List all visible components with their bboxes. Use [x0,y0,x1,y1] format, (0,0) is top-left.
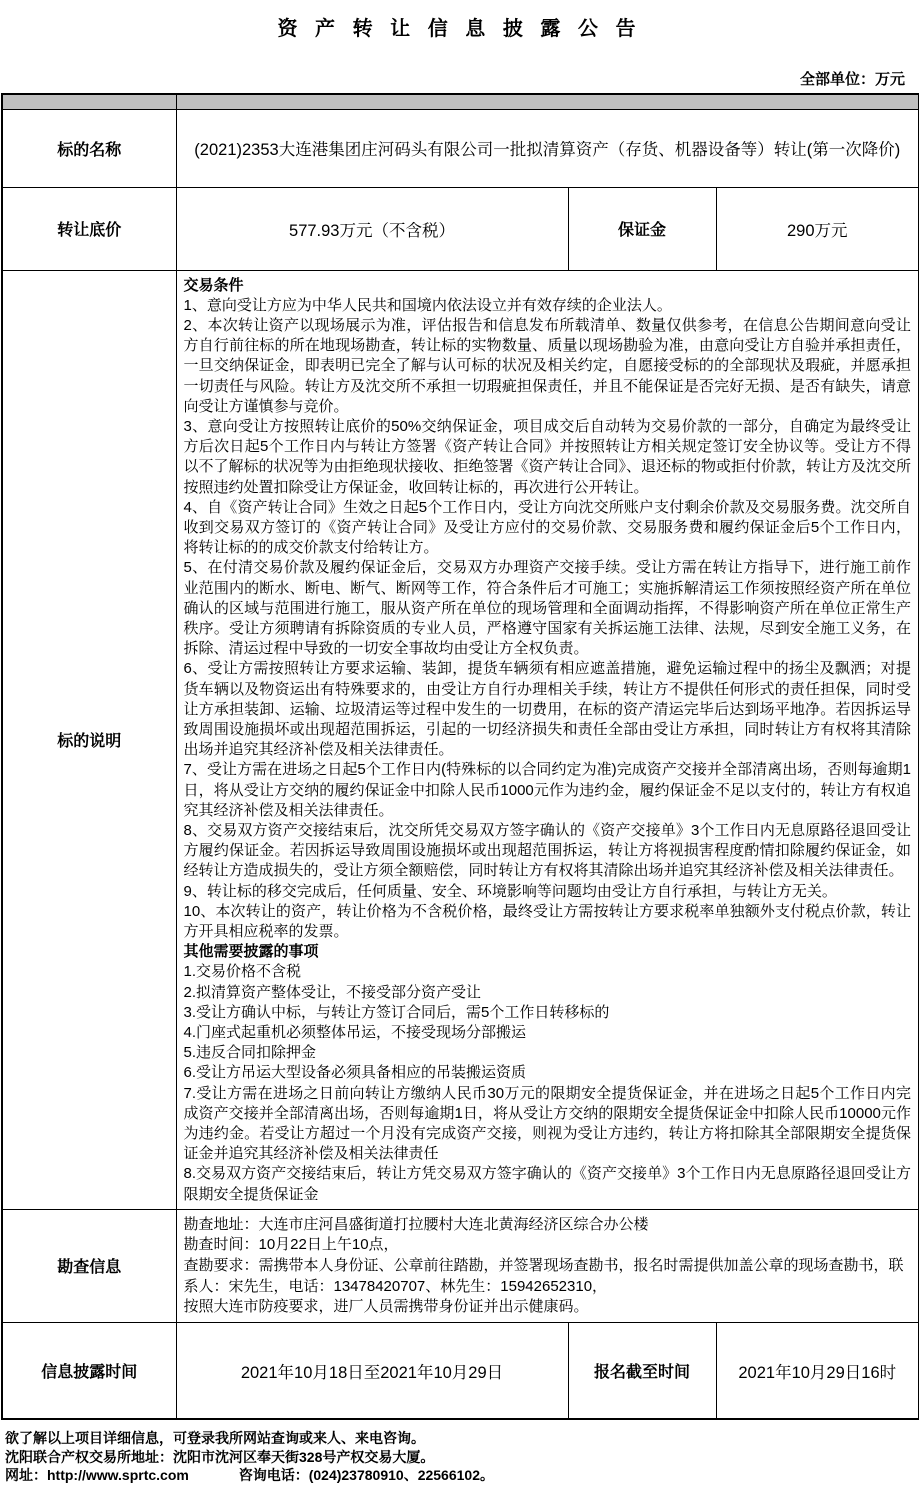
disclosure-period-label: 信息披露时间 [2,1322,176,1419]
condition-item: 4、自《资产转让合同》生效之日起5个工作日内，受让方向沈交所账户支付剩余价款及交易服务费。沈交所自收到交易双方签订的《资产转让合同》及受让方应付的交易价款、交易服务费和履约保证金后5个工作日内，将转让标的的成交价款支付给转让方。 [183,498,911,557]
page-title: 资 产 转 让 信 息 披 露 公 告 [277,18,642,40]
deposit-value: 290万元 [716,187,919,270]
survey-content [176,1209,919,1322]
other-items-title: 其他需要披露的事项 [183,943,319,961]
deposit-label: 保证金 [568,187,716,270]
other-item: 3.受让方确认中标，与转让方签订合同后，需5个工作日转移标的 [183,1003,610,1021]
footer-website: 网址：http://www.sprtc.com [5,1467,189,1484]
footer-phone: 咨询电话：(024)23780910、22566102。 [238,1467,494,1484]
condition-item: 10、本次转让的资产，转让价格为不含税价格，最终受让方需按转让方要求税率单独额外支付税点价款，转让方开具相应税率的发票。 [183,902,911,940]
subject-name-row [2,109,919,187]
registration-deadline-value: 2021年10月29日16时 [716,1322,919,1419]
other-item: 2.拟清算资产整体受让，不接受部分资产受让 [183,983,482,1001]
description-row [2,270,919,1209]
description-content [176,270,919,1209]
survey-line: 勘查地址：大连市庄河昌盛街道打拉腰村大连北黄海经济区综合办公楼 [183,1215,649,1233]
other-item: 7.受让方需在进场之日前向转让方缴纳人民币30万元的限期安全提货保证金，并在进场之日起5个工作日内完成资产交接并全部清离出场，否则每逾期1日，将从受让方交纳的限期安全提货保证金中扣除人民币10000元作为违约金。若受让方超过一个月没有完成资产交接，则视为受让方违约，转让方将扣除其全部限期安全提货保证金并追究其经济补偿及相关法律责任 [183,1084,911,1163]
condition-item: 9、转让标的移交完成后，任何质量、安全、环境影响等问题均由受让方自行承担，与转让方无关。 [183,882,837,900]
condition-item: 3、意向受让方按照转让底价的50%交纳保证金，项目成交后自动转为交易价款的一部分，自确定为最终受让方后次日起5个工作日内与转让方签署《资产转让合同》并按照转让方相关规定签订安全协议等。受让方不得以不了解标的状况等为由拒绝现状接收、拒绝签署《资产转让合同》、退还标的物或拒付价款，转让方及沈交所按照违约处置扣除受让方保证金，收回转让标的，再次进行公开转让。 [183,417,912,496]
conditions-title: 交易条件 [183,276,244,294]
subject-name-label: 标的名称 [2,109,176,187]
header-cell-left [2,94,176,109]
subject-name-value: (2021)2353大连港集团庄河码头有限公司一批拟清算资产（存货、机器设备等）转让(第一次降价) [176,109,919,187]
condition-item: 8、交易双方资产交接结束后，沈交所凭交易双方签字确认的《资产交接单》3个工作日内无息原路径退回受让方履约保证金。若因拆运导致周围设施损坏或出现超范围拆运，转让方将视损害程度酌情扣除履约保证金，如经转让方造成损失的，受让方须全额赔偿，同时转让方有权将其清除出场并追究其经济补偿及相关法律责任。 [183,821,911,880]
condition-item: 5、在付清交易价款及履约保证金后，交易双方办理资产交接手续。受让方需在转让方指导下，进行施工前作业范围内的断水、断电、断气、断网等工作，符合条件后才可施工；实施拆解清运工作须按照经资产所在单位确认的区域与范围进行施工，服从资产所在单位的现场管理和全面调动指挥，不得影响资产所在单位正常生产秩序。受让方须聘请有拆除资质的专业人员，严格遵守国家有关拆运施工法律、法规，尽到安全施工义务，在拆除、清运过程中导致的一切安全事故均由受让方全权负责。 [183,559,911,658]
other-item: 4.门座式起重机必须整体吊运，不接受现场分部搬运 [183,1024,527,1042]
survey-line: 勘查时间：10月22日上午10点， [183,1236,399,1254]
other-item: 5.违反合同扣除押金 [183,1044,317,1062]
header-cell-right [176,94,919,109]
survey-line: 查勘要求：需携带本人身份证、公章前往踏勘，并签署现场查勘书，报名时需提供加盖公章的现场查勘书，联系人：宋先生，电话：13478420707、林先生：15942652310， [183,1257,904,1295]
footer [0,1420,919,1485]
base-price-value: 577.93万元（不含税） [176,187,568,270]
table-header-row [2,94,919,109]
footer-contact-line [5,1466,909,1485]
description-label: 标的说明 [2,270,176,1209]
other-item: 8.交易双方资产交接结束后，转让方凭交易双方签字确认的《资产交接单》3个工作日内无息原路径退回受让方限期安全提货保证金 [183,1165,911,1203]
condition-item: 2、本次转让资产以现场展示为准，评估报告和信息发布所载清单、数量仅供参考，在信息公告期间意向受让方自行前往标的所在地现场勘查，转让标的实物数量、质量以现场勘验为准，由意向受让方自验并承担责任，一旦交纳保证金，即表明已完全了解与认可标的状况及相关约定，自愿接受标的的全部现状及瑕疵，并愿承担一切责任与风险。转让方及沈交所不承担一切瑕疵担保责任，并且不能保证是否完好无损、是否有缺失，请意向受让方谨慎参与竞价。 [183,316,911,415]
price-row [2,187,919,270]
other-item: 6.受让方吊运大型设备必须具备相应的吊装搬运资质 [183,1064,527,1082]
survey-label: 勘查信息 [2,1209,176,1322]
disclosure-period-value: 2021年10月18日至2021年10月29日 [176,1322,568,1419]
condition-item: 1、意向受让方应为中华人民共和国境内依法设立并有效存续的企业法人。 [183,296,672,314]
unit-note: 全部单位：万元 [799,71,905,88]
survey-line: 按照大连市防疫要求，进厂人员需携带身份证并出示健康码。 [183,1298,589,1316]
survey-row [2,1209,919,1322]
registration-deadline-label: 报名截至时间 [568,1322,716,1419]
other-item: 1.交易价格不含税 [183,963,302,981]
base-price-label: 转让底价 [2,187,176,270]
announcement-table [1,93,919,1420]
dates-row [2,1322,919,1419]
condition-item: 6、受让方需按照转让方要求运输、装卸，提货车辆须有相应遮盖措施，避免运输过程中的扬尘及飘洒；对提货车辆以及物资运出有特殊要求的，由受让方自行办理相关手续，转让方不提供任何形式的责任担保，同时受让方承担装卸、运输、垃圾清运等过程中发生的一切费用，在标的资产清运完毕后达到场平地净。若因拆运导致周围设施损坏或出现超范围拆运，引起的一切经济损失和责任全部由受让方承担，同时转让方有权将其清除出场并追究其经济补偿及相关法律责任。 [183,660,911,759]
footer-address-line: 沈阳联合产权交易所地址：沈阳市沈河区奉天街328号产权交易大厦。 [5,1448,435,1465]
footer-info-line: 欲了解以上项目详细信息，可登录我所网站查询或来人、来电咨询。 [5,1430,425,1447]
condition-item: 7、受让方需在进场之日起5个工作日内(特殊标的以合同约定为准)完成资产交接并全部清离出场，否则每逾期1日，将从受让方交纳的履约保证金中扣除人民币1000元作为违约金，履约保证金不足以支付的，转让方有权追究其经济补偿及相关法律责任。 [183,761,911,819]
